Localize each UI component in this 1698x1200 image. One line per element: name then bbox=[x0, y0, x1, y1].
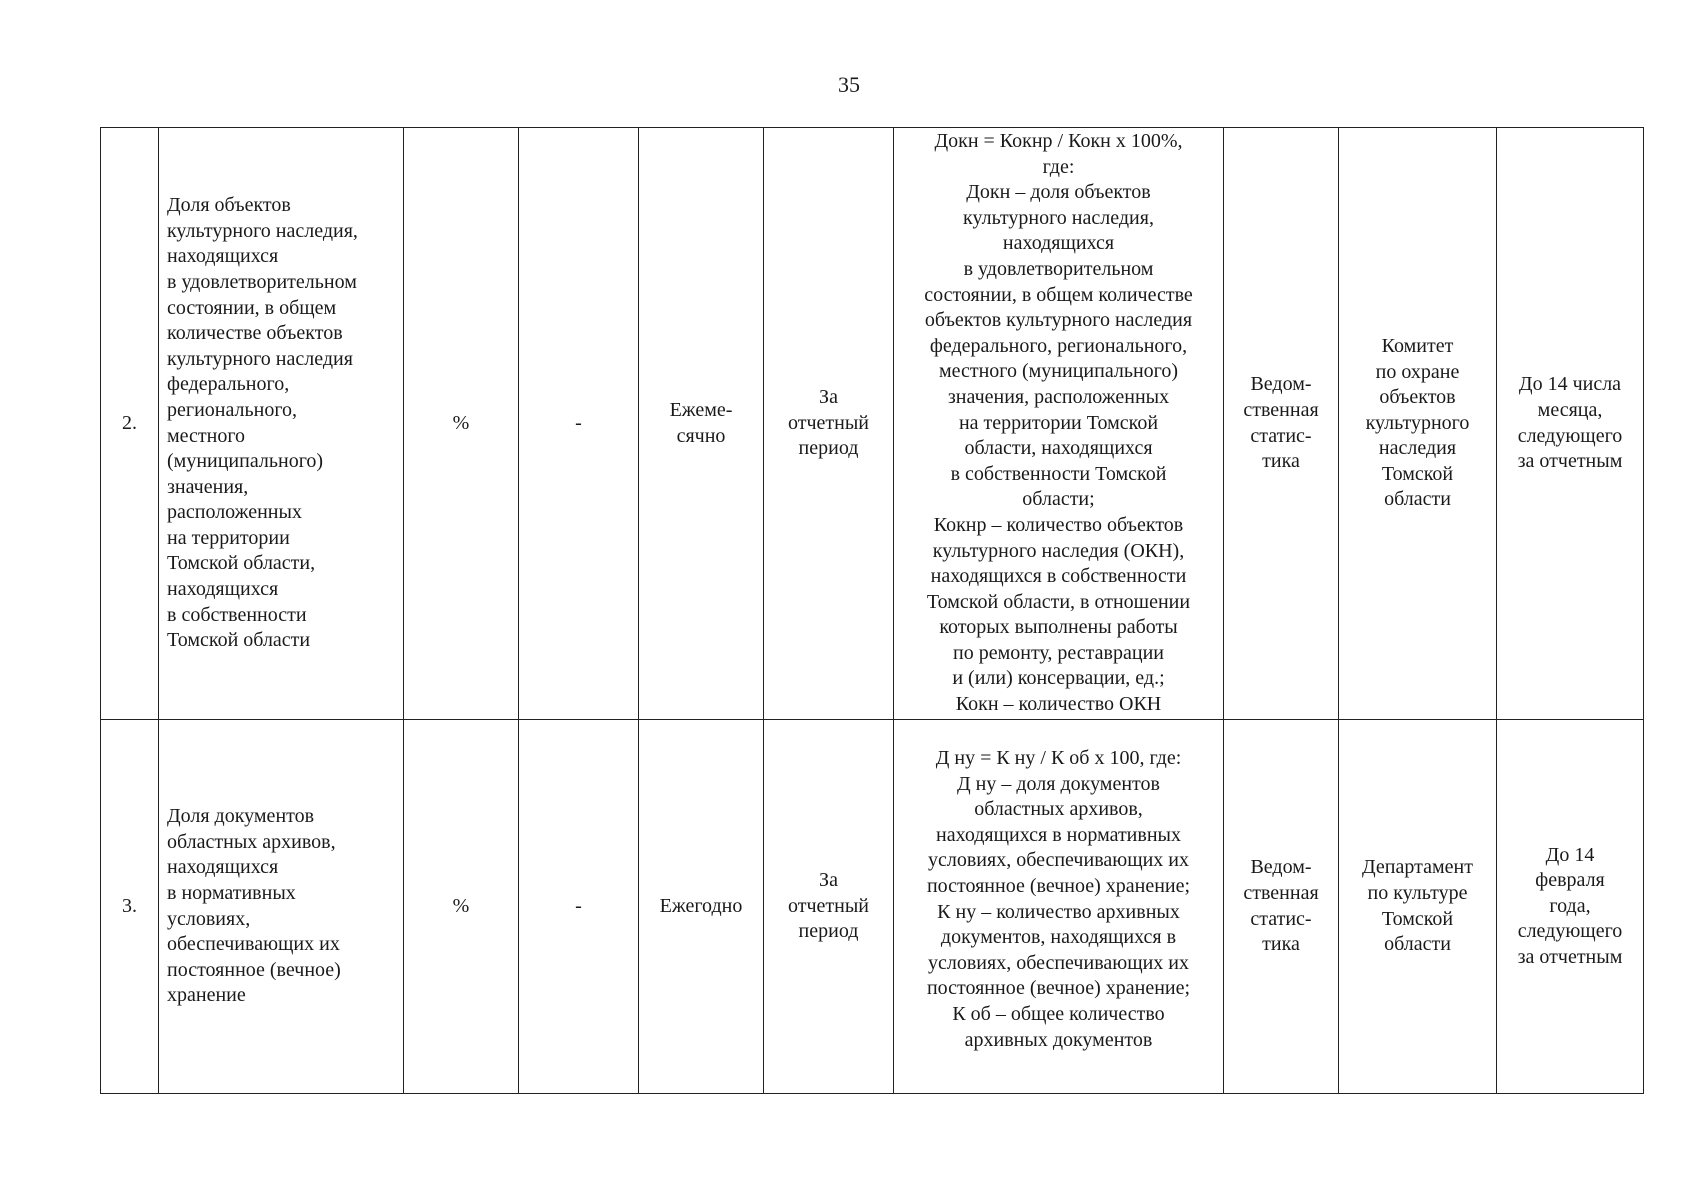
responsible-cell: Комитет по охране объектов культурного наследия Томской области bbox=[1339, 128, 1497, 720]
indicator-name: Доля объектов культурного наследия, находящихся в удовлетворительном состоянии, в общем количестве объектов культурного наследия федерального, регионального, местного (муниципального) значения, расположенных на территории Томской области, находящихся в собственности Томской области bbox=[159, 128, 404, 720]
source-cell: Ведом- ственная статис- тика bbox=[1224, 128, 1339, 720]
formula-cell: Д ну = К ну / К об х 100, где: Д ну – доля документов областных архивов, находящихся в нормативных условиях, обеспечивающих их постоянное (вечное) хранение; К ну – количество архивных документов, находящихся в условиях, обеспечивающих их постоянное (вечное) хранение; К об – общее количество архивных документов bbox=[894, 720, 1224, 1094]
responsible-cell: Департамент по культуре Томской области bbox=[1339, 720, 1497, 1094]
formula-cell: Докн = Кокнр / Кокн х 100%, где: Докн – доля объектов культурного наследия, находящихся в удовлетворительном состоянии, в общем количестве объектов культурного наследия федерального, регионального, местного (муниципального) значения, расположенных на территории Томской области, находящихся в собственности Томской области; Кокнр – количество объектов культурного наследия (ОКН), находящихся в собственности Томской области, в отношении которых выполнены работы по ремонту, реставрации и (или) консервации, ед.; Кокн – количество ОКН bbox=[894, 128, 1224, 720]
empty-value-cell: - bbox=[519, 720, 639, 1094]
deadline-cell: До 14 февраля года, следующего за отчетным bbox=[1497, 720, 1644, 1094]
period-cell: За отчетный период bbox=[764, 128, 894, 720]
row-number: 3. bbox=[101, 720, 159, 1094]
deadline-cell: До 14 числа месяца, следующего за отчетным bbox=[1497, 128, 1644, 720]
empty-value-cell: - bbox=[519, 128, 639, 720]
indicators-table bbox=[100, 127, 1644, 1094]
frequency-cell: Ежеме- сячно bbox=[639, 128, 764, 720]
unit-cell: % bbox=[404, 720, 519, 1094]
table-row bbox=[101, 128, 1644, 720]
row-number: 2. bbox=[101, 128, 159, 720]
source-cell: Ведом- ственная статис- тика bbox=[1224, 720, 1339, 1094]
indicator-name: Доля документов областных архивов, находящихся в нормативных условиях, обеспечивающих их постоянное (вечное) хранение bbox=[159, 720, 404, 1094]
table-row bbox=[101, 720, 1644, 1094]
period-cell: За отчетный период bbox=[764, 720, 894, 1094]
page-number: 35 bbox=[838, 72, 860, 97]
unit-cell: % bbox=[404, 128, 519, 720]
frequency-cell: Ежегодно bbox=[639, 720, 764, 1094]
